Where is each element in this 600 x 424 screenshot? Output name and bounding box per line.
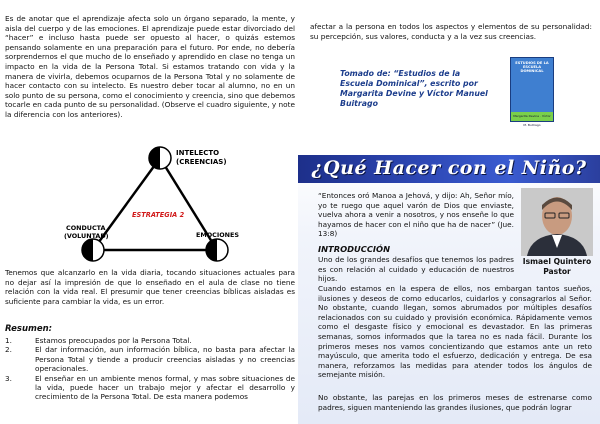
summary-item — [5, 336, 295, 345]
label-strategy: ESTRATEGIA 2 — [132, 211, 185, 219]
intro-heading: INTRODUCCIÓN — [318, 244, 391, 254]
label-will: (VOLUNTAD) — [64, 232, 109, 240]
label-beliefs: (CREENCIAS) — [176, 158, 227, 166]
intro-paragraph: Cuando estamos en la espera de ellos, nos embargan tantos sueños, ilusiones y deseos de como educarlos, cuidarlos y consagrarlos al Señor. No obstante, cuando llegan, somos abrumados por múltiples desafíos relacionados con su cuidado y provisión económica. Rápidamente vemos como el desgaste físico y emocional es devastador. En las primeras semanas, somos informados que la tarea no es nada fácil. Durante los primeros meses nos vamos concientizando que estamos ante un reto mayúsculo, que amerita todo el esfuerzo, dedicación y entrega. De esa manera, reforzamos las medidas para atender todos los ángulos de semejante misión. — [318, 284, 592, 380]
book-cover-footer: Margarita Devine · Víctor M. Buitrago — [511, 112, 553, 121]
node-intellect-icon — [149, 147, 171, 169]
author-portrait-icon — [521, 188, 593, 256]
continuation-paragraph: afectar a la persona en todos los aspectos y elementos de su personalidad: su percepción, sus valores, conducta y a la vez sus creencias. — [310, 22, 592, 41]
author-photo — [521, 188, 593, 256]
bible-quote: “Entonces oró Manoa a Jehová, y dijo: Ah, Señor mío, yo te ruego que aquel varón de Dios que enviaste, vuelva ahora a venir a nosotros, y nos enseñe lo que hayamos de hacer con el niño que ha de nacer” (Jue. 13:8) — [318, 191, 514, 239]
summary-item-number: 3. — [5, 373, 12, 383]
strategy-diagram — [60, 140, 300, 265]
label-emotions: EMOCIONES — [196, 231, 239, 239]
summary-item-number: 2. — [5, 345, 12, 355]
summary-item-text: El dar información, aun información bíblica, no basta para afectar la Persona Total y tiende a producir creencias aisladas y no creencias operacionales. — [35, 345, 295, 374]
node-conduct-icon — [82, 239, 104, 261]
summary-title: Resumen: — [5, 324, 53, 334]
summary-item-number: 1. — [5, 336, 12, 345]
article-title: ¿Qué Hacer con el Niño? — [311, 157, 587, 179]
source-citation: Tomado de: “Estudios de la Escuela Dominical”, escrito por Margarita Devine y Víctor Manuel Buitrago — [340, 69, 488, 108]
summary-list — [5, 336, 295, 402]
intro-paragraph-start: Uno de los grandes desafíos que tenemos los padres es con relación al cuidado y educación de nuestros hijos. — [318, 255, 514, 284]
summary-item-text: El enseñar en un ambiente menos formal, y mas sobre situaciones de la vida, puede hacer un trabajo mejor y afectar el desarrollo y crecimiento de la Persona Total. De esta manera podemos — [35, 373, 295, 402]
label-intellect: INTELECTO — [176, 149, 220, 157]
body-paragraph-2: Tenemos que alcanzarlo en la vida diaria, tocando situaciones actuales para no dejar así la impresión de que lo enseñado en el aula de clase no tiene relación con la vida real. El presumir que tener creencias bíblicas aisladas es suficiente para cambiar la vida, es un error. — [5, 268, 295, 306]
book-cover-image — [510, 57, 554, 127]
article-banner — [298, 155, 600, 183]
body-paragraph-1: Es de anotar que el aprendizaje afecta solo un órgano separado, la mente, y aisla del cuerpo y de las emociones. El aprendizaje puede estar divorciado del “hacer” e incluso hasta puede ser opuesto al hacer, o quizás estemos pensando solamente en una preparación para el futuro. Por ende, no debería sorprendernos el que mucho de lo enseñado y aprendido en clase no tenga un impacto en la vida de la Persona Total. Si estamos tratando con vida y la manera de vivirla, debemos ocuparnos de la Persona Total y no solamente de hacer contacto con su intelecto. Es nuestro deber tocar al alumno, no en un solo punto de su persona, como el conocimiento y creencia, sino que debemos tocarle en cada punto de su personalidad. (Observe el cuadro siguiente, y note la diferencia con los anteriores). — [5, 14, 295, 119]
summary-item — [5, 374, 295, 402]
summary-item — [5, 345, 295, 373]
summary-item-text: Estamos preocupados por la Persona Total. — [35, 336, 192, 345]
closing-paragraph: No obstante, las parejas en los primeros meses de estrenarse como padres, siguen manteniendo las grandes ilusiones, que podrán lograr — [318, 393, 592, 412]
author-name: Ismael Quintero Pastor — [522, 257, 592, 276]
node-emotions-icon — [206, 239, 228, 261]
label-conduct: CONDUCTA — [66, 224, 106, 232]
book-cover-title: ESTUDIOS DE LA ESCUELA DOMINICAL — [515, 61, 549, 74]
